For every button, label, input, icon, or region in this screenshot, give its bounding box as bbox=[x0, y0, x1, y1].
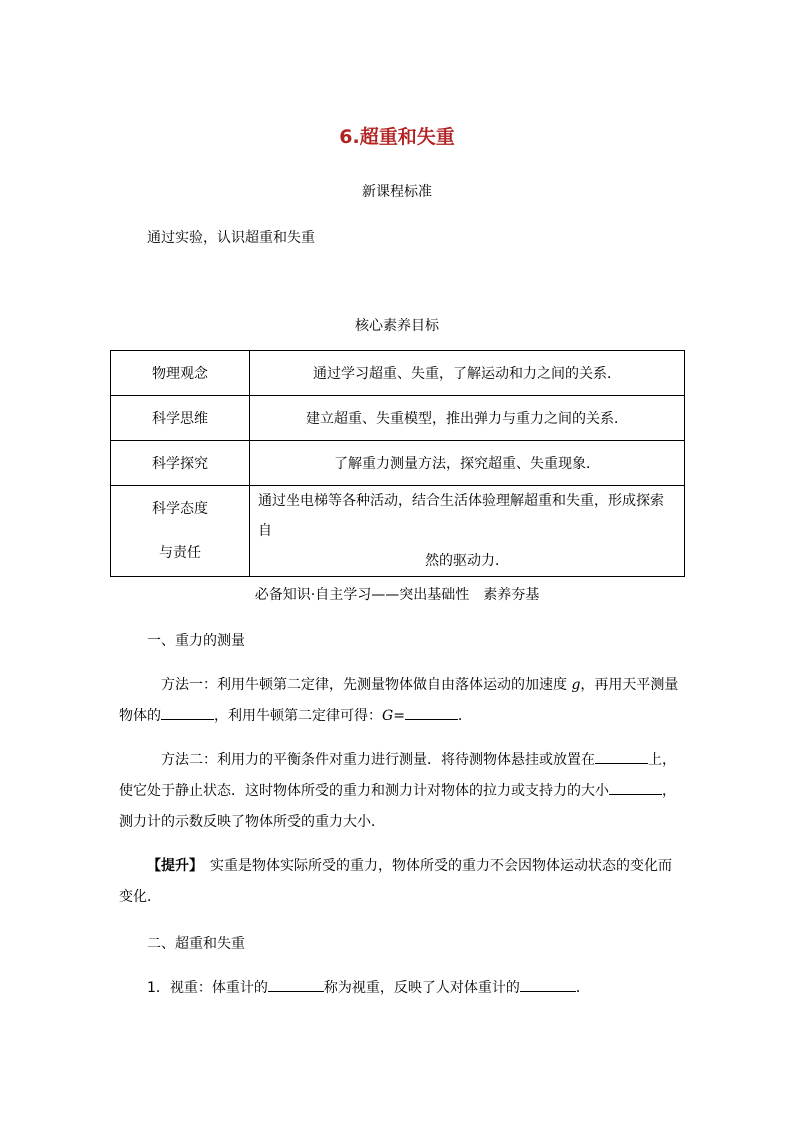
section2-heading: 二、超重和失重 bbox=[147, 936, 245, 952]
method2-line1 bbox=[161, 749, 676, 769]
method1-text: 物体的 bbox=[119, 708, 161, 724]
method1-line2 bbox=[119, 705, 472, 725]
item1-text: ． bbox=[575, 980, 590, 996]
equals-sign: = bbox=[393, 708, 405, 724]
page-title: 6.超重和失重 bbox=[339, 126, 455, 148]
goal-text: 了解重力测量方法，探究超重、失重现象． bbox=[250, 441, 685, 486]
table-row bbox=[111, 441, 685, 486]
tip-line1 bbox=[147, 855, 672, 875]
tip-line2: 变化． bbox=[119, 889, 161, 905]
blank-field[interactable] bbox=[268, 977, 324, 992]
blank-field[interactable] bbox=[405, 705, 458, 720]
knowledge-heading: 必备知识·自主学习——突出基础性 素养夯基 bbox=[254, 587, 540, 603]
symbol-G: G bbox=[382, 708, 394, 724]
standard-text: 通过实验，认识超重和失重 bbox=[147, 230, 315, 246]
goal-text: 建立超重、失重模型，推出弹力与重力之间的关系． bbox=[250, 396, 685, 441]
blank-field[interactable] bbox=[595, 749, 648, 764]
goal-text bbox=[250, 486, 685, 577]
goal-label-line: 与责任 bbox=[159, 545, 201, 561]
item1-text: 1．视重：体重计的 bbox=[147, 980, 268, 996]
blank-field[interactable] bbox=[520, 977, 576, 992]
method1-line1 bbox=[161, 674, 678, 694]
goals-heading: 核心素养目标 bbox=[355, 318, 439, 334]
goal-label: 科学思维 bbox=[111, 396, 250, 441]
section2-item1 bbox=[147, 977, 590, 997]
standard-heading: 新课程标准 bbox=[362, 184, 432, 200]
goals-table bbox=[110, 350, 685, 577]
method1-text: ，再用天平测量 bbox=[580, 677, 679, 693]
item1-text: 称为视重，反映了人对体重计的 bbox=[323, 980, 520, 996]
table-row bbox=[111, 396, 685, 441]
method2-text: 方法二：利用力的平衡条件对重力进行测量．将待测物体悬挂或放置在 bbox=[161, 752, 595, 768]
goal-text: 通过学习超重、失重，了解运动和力之间的关系． bbox=[250, 351, 685, 396]
tip-text: 实重是物体实际所受的重力，物体所受的重力不会因物体运动状态的变化而 bbox=[196, 858, 672, 874]
tip-label: 【提升】 bbox=[147, 858, 196, 874]
symbol-g: g bbox=[571, 677, 581, 693]
method2-line3: 测力计的示数反映了物体所受的重力大小． bbox=[119, 814, 385, 830]
method2-line2 bbox=[119, 780, 676, 800]
goal-label-line: 科学态度 bbox=[152, 501, 208, 517]
method2-text: 使它处于静止状态．这时物体所受的重力和测力计对物体的拉力或支持力的大小 bbox=[119, 783, 609, 799]
goal-label: 物理观念 bbox=[111, 351, 250, 396]
goal-label bbox=[111, 486, 250, 577]
method1-text: ，利用牛顿第二定律可得： bbox=[214, 708, 382, 724]
method2-text: ， bbox=[662, 783, 676, 799]
goal-text-line: 然的驱动力． bbox=[425, 553, 509, 569]
blank-field[interactable] bbox=[609, 780, 662, 795]
blank-field[interactable] bbox=[161, 705, 214, 720]
method1-text: ． bbox=[457, 708, 472, 724]
goal-label: 科学探究 bbox=[111, 441, 250, 486]
section1-heading: 一、重力的测量 bbox=[147, 633, 245, 649]
method2-text: 上， bbox=[648, 752, 676, 768]
table-row bbox=[111, 486, 685, 577]
method1-text: 方法一：利用牛顿第二定律，先测量物体做自由落体运动的加速度 bbox=[161, 677, 567, 693]
goal-text-line: 通过坐电梯等各种活动，结合生活体验理解超重和失重，形成探索自 bbox=[258, 493, 664, 539]
table-row bbox=[111, 351, 685, 396]
